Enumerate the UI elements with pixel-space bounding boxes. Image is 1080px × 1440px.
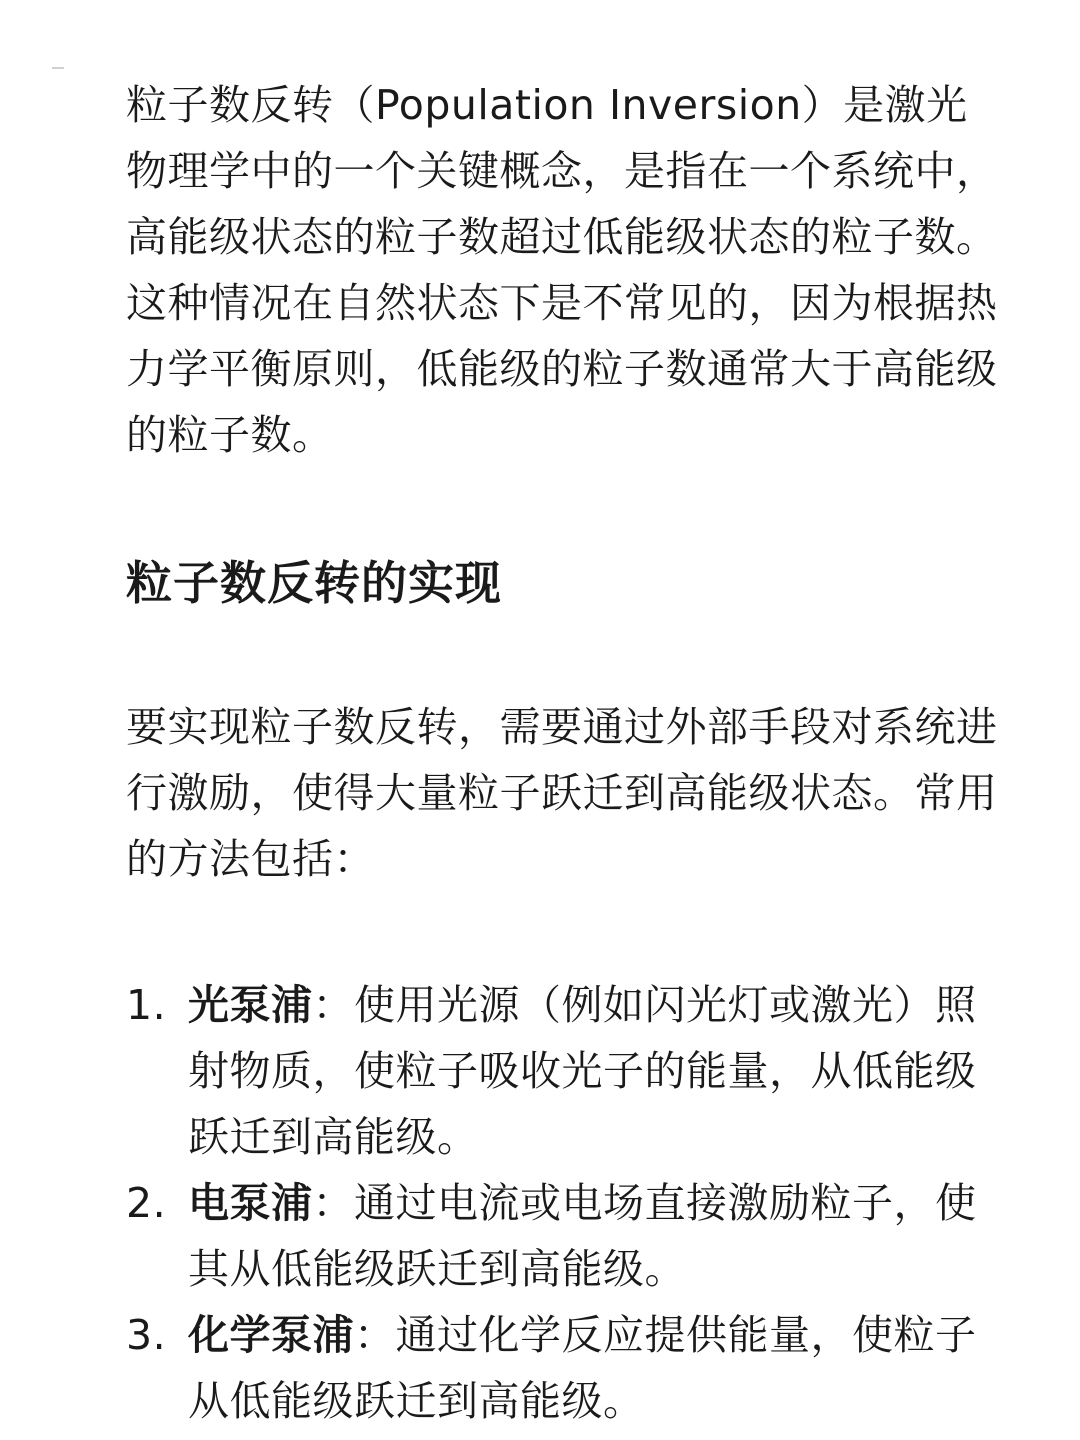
list-item-description: 通过电流或电场直接激励粒子，使其从低能级跃迁到高能级。 [188,1179,977,1293]
list-item [126,1302,1006,1434]
list-item [126,1170,1006,1302]
intro-paragraph: 粒子数反转（Population Inversion）是激光物理学中的一个关键概念，是指在一个系统中，高能级状态的粒子数超过低能级状态的粒子数。这种情况在自然状态下是不常见的，因为根据热力学平衡原则，低能级的粒子数通常大于高能级的粒子数。 [126,81,998,459]
list-item-term: 电泵浦 [188,1179,313,1227]
list-item-separator: ： [312,1179,354,1227]
corner-divider-mark [52,67,64,69]
pumping-methods-list [126,972,1006,1434]
list-item-term: 化学泵浦 [188,1311,354,1359]
methods-intro-paragraph: 要实现粒子数反转，需要通过外部手段对系统进行激励，使得大量粒子跃迁到高能级状态。常用的方法包括： [126,703,998,883]
article-body [126,72,1006,1434]
list-item-separator: ： [354,1311,396,1359]
list-item-description: 通过化学反应提供能量，使粒子从低能级跃迁到高能级。 [188,1311,977,1425]
list-item [126,972,1006,1170]
list-item-number: 2. [126,1179,167,1227]
list-item-separator: ： [312,981,354,1029]
list-item-number: 1. [126,981,167,1029]
list-item-number: 3. [126,1311,167,1359]
list-item-description: 使用光源（例如闪光灯或激光）照射物质，使粒子吸收光子的能量，从低能级跃迁到高能级。 [188,981,977,1161]
list-item-term: 光泵浦 [188,981,313,1029]
section-heading: 粒子数反转的实现 [126,556,502,610]
